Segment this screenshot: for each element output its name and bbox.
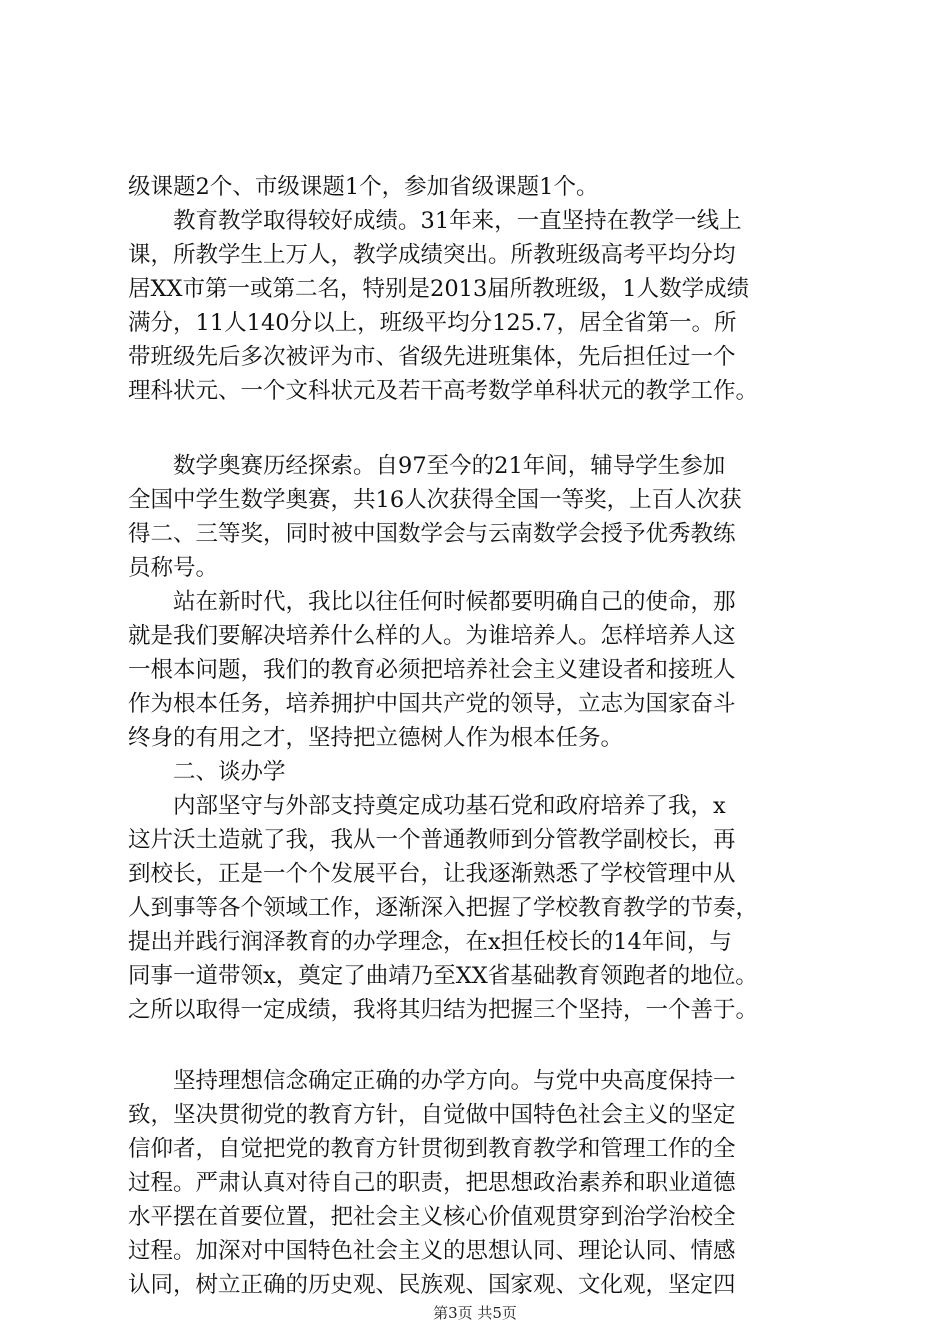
text-line: 员称号。: [128, 555, 219, 581]
text-line: 就是我们要解决培养什么样的人。为谁培养人。怎样培养人这: [128, 623, 736, 649]
text-line: 致，坚决贯彻党的教育方针，自觉做中国特色社会主义的坚定: [128, 1102, 736, 1128]
text-line: 教育教学取得较好成绩。31年来，一直坚持在教学一线上: [128, 208, 742, 234]
section-heading: 二、谈办学: [128, 759, 286, 785]
text-line: 提出并践行润泽教育的办学理念，在x担任校长的14年间，与: [128, 929, 732, 955]
text-line: 级课题2个、市级课题1个，参加省级课题1个。: [128, 174, 599, 200]
text-line: 全国中学生数学奥赛，共16人次获得全国一等奖，上百人次获: [128, 487, 742, 513]
text-line: 过程。加深对中国特色社会主义的思想认同、理论认同、情感: [128, 1238, 736, 1264]
page-number: 第3页 共5页: [433, 1304, 517, 1322]
text-line: 作为根本任务，培养拥护中国共产党的领导，立志为国家奋斗: [128, 691, 736, 717]
text-line: 数学奥赛历经探索。自97至今的21年间，辅导学生参加: [128, 453, 726, 479]
text-line: 得二、三等奖，同时被中国数学会与云南数学会授予优秀教练: [128, 521, 736, 547]
text-line: 带班级先后多次被评为市、省级先进班集体，先后担任过一个: [128, 344, 736, 370]
text-line: 居XX市第一或第二名，特别是2013届所教班级，1人数学成绩: [128, 276, 750, 302]
text-line: 过程。严肃认真对待自己的职责，把思想政治素养和职业道德: [128, 1170, 736, 1196]
text-line: 课，所教学生上万人，教学成绩突出。所教班级高考平均分均: [128, 242, 736, 268]
text-line: 坚持理想信念确定正确的办学方向。与党中央高度保持一: [128, 1068, 736, 1094]
text-line: 站在新时代，我比以往任何时候都要明确自己的使命，那: [128, 589, 736, 615]
text-line: 这片沃土造就了我，我从一个普通教师到分管教学副校长，再: [128, 827, 736, 853]
text-line: 一根本问题，我们的教育必须把培养社会主义建设者和接班人: [128, 657, 736, 683]
text-line: 水平摆在首要位置，把社会主义核心价值观贯穿到治学治校全: [128, 1204, 736, 1230]
text-line: 同事一道带领x，奠定了曲靖乃至XX省基础教育领跑者的地位。: [128, 963, 758, 989]
text-line: 认同，树立正确的历史观、民族观、国家观、文化观，坚定四: [128, 1272, 736, 1298]
text-line: 到校长，正是一个个发展平台，让我逐渐熟悉了学校管理中从: [128, 861, 736, 887]
text-line: 信仰者，自觉把党的教育方针贯彻到教育教学和管理工作的全: [128, 1136, 736, 1162]
text-line: 人到事等各个领域工作，逐渐深入把握了学校教育教学的节奏，: [128, 895, 759, 921]
text-line: 理科状元、一个文科状元及若干高考数学单科状元的教学工作。: [128, 378, 759, 404]
text-line: 之所以取得一定成绩，我将其归结为把握三个坚持，一个善于。: [128, 997, 759, 1023]
text-line: 终身的有用之才，坚持把立德树人作为根本任务。: [128, 725, 624, 751]
text-line: 内部坚守与外部支持奠定成功基石党和政府培养了我，x: [128, 793, 726, 819]
text-line: 满分，11人140分以上，班级平均分125.7，居全省第一。所: [128, 310, 737, 336]
